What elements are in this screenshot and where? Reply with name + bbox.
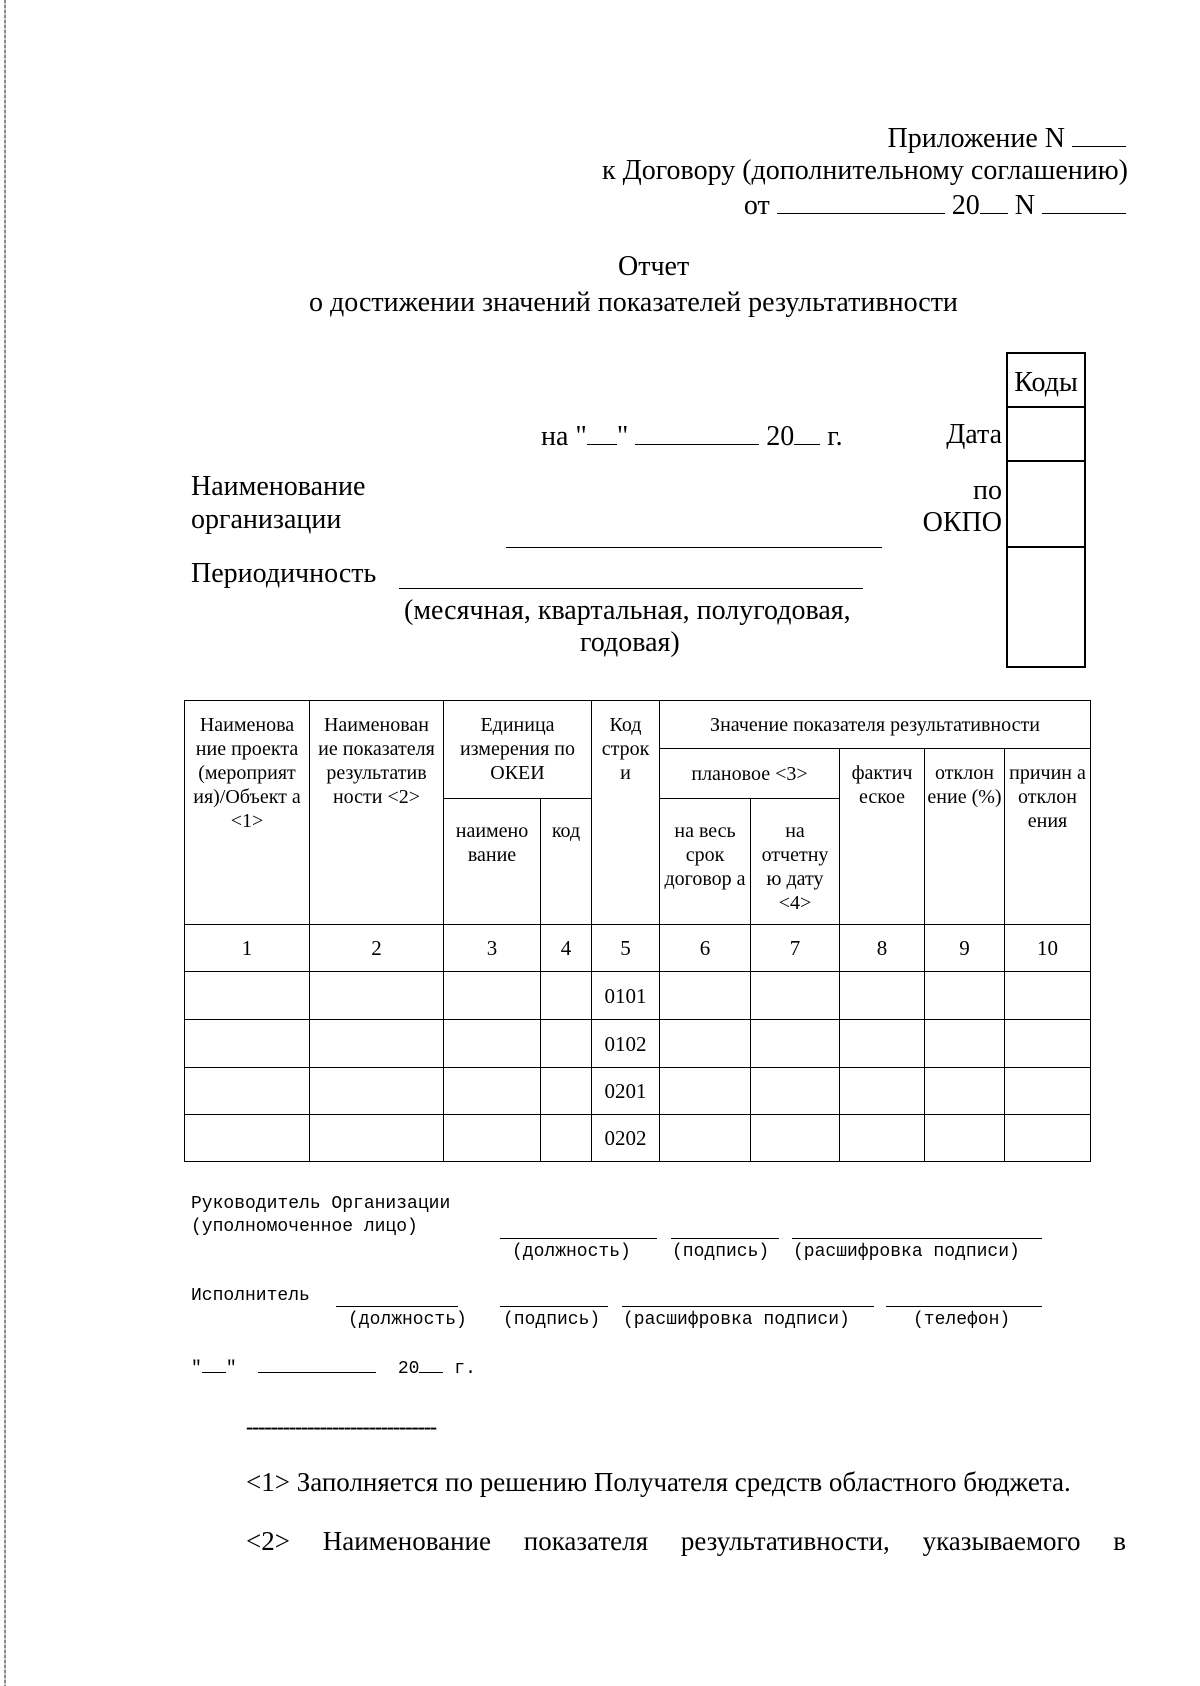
report-title: Отчет xyxy=(618,251,690,282)
cell-deviation[interactable] xyxy=(925,1020,1005,1068)
footnote-2-word: указываемого xyxy=(922,1526,1081,1556)
cell-project[interactable] xyxy=(185,1068,310,1115)
sign-year-suffix: г. xyxy=(454,1359,476,1379)
org-name-label-1: Наименование xyxy=(191,471,366,502)
agreement-number-blank[interactable] xyxy=(1042,187,1126,214)
header-full-term: на весь срок договор а xyxy=(660,799,751,925)
table-row xyxy=(185,1020,1091,1068)
column-number: 3 xyxy=(444,925,541,972)
agreement-date-blank[interactable] xyxy=(777,187,945,214)
table-row xyxy=(185,1068,1091,1115)
sign-day-blank[interactable] xyxy=(202,1354,226,1373)
cell-report-date[interactable] xyxy=(751,1115,840,1162)
head-decoding-caption: (расшифровка подписи) xyxy=(793,1242,1020,1262)
cell-row-code: 0202 xyxy=(592,1115,660,1162)
cell-actual[interactable] xyxy=(840,1020,925,1068)
cell-unit-name[interactable] xyxy=(444,1068,541,1115)
cell-project[interactable] xyxy=(185,1020,310,1068)
appendix-label: Приложение N xyxy=(887,123,1065,154)
cell-report-date[interactable] xyxy=(751,972,840,1020)
column-number: 9 xyxy=(925,925,1005,972)
column-number: 6 xyxy=(660,925,751,972)
periodicity-hint-2: годовая) xyxy=(580,627,680,658)
appendix-number-blank[interactable] xyxy=(1072,120,1126,147)
okpo-label-line2: ОКПО xyxy=(922,507,1002,538)
footnote-2-word: показателя xyxy=(523,1526,649,1556)
cell-indicator[interactable] xyxy=(310,1115,444,1162)
cell-full-term[interactable] xyxy=(660,1020,751,1068)
cell-indicator[interactable] xyxy=(310,1020,444,1068)
from-label: от xyxy=(743,190,770,221)
cell-deviation[interactable] xyxy=(925,972,1005,1020)
executor-position-caption: (должность) xyxy=(348,1310,467,1330)
agreement-line xyxy=(602,154,1128,187)
report-subtitle: о достижении значений показателей результативности xyxy=(309,287,958,318)
periodicity-code-cell[interactable] xyxy=(1008,548,1084,666)
cell-project[interactable] xyxy=(185,972,310,1020)
header-unit-code: код xyxy=(541,799,592,925)
org-name-label-2: организации xyxy=(191,504,342,535)
table-header-row-1 xyxy=(185,701,1091,749)
periodicity-label: Периодичность xyxy=(191,558,377,589)
column-number: 8 xyxy=(840,925,925,972)
report-year-prefix: 20 xyxy=(766,421,795,452)
footnote-separator: ------------------------------- xyxy=(246,1414,436,1439)
sign-date-quote-open: " xyxy=(191,1359,202,1379)
cell-row-code: 0201 xyxy=(592,1068,660,1115)
head-label-1: Руководитель Организации xyxy=(191,1194,451,1214)
cell-report-date[interactable] xyxy=(751,1068,840,1115)
column-number: 1 xyxy=(185,925,310,972)
footnote-2-word: в xyxy=(1113,1526,1126,1556)
table-row xyxy=(185,1115,1091,1162)
year-blank[interactable] xyxy=(980,187,1008,214)
cell-full-term[interactable] xyxy=(660,972,751,1020)
header-row-code: Код строк и xyxy=(592,701,660,925)
cell-report-date[interactable] xyxy=(751,1020,840,1068)
column-number: 7 xyxy=(751,925,840,972)
header-indicator: Наименован ие показателя результатив ности <2> xyxy=(310,701,444,925)
header-planned: плановое <3> xyxy=(660,749,840,799)
executor-label: Исполнитель xyxy=(191,1286,310,1306)
cell-reason[interactable] xyxy=(1005,972,1091,1020)
cell-unit-code[interactable] xyxy=(541,972,592,1020)
sign-date-line xyxy=(191,1354,476,1380)
okpo-label-line1: по xyxy=(973,475,1002,506)
cell-full-term[interactable] xyxy=(660,1068,751,1115)
column-number: 2 xyxy=(310,925,444,972)
date-code-cell[interactable] xyxy=(1008,408,1084,462)
footnote-2-marker: <2> xyxy=(246,1526,290,1556)
header-unit: Единица измерения по ОКЕИ xyxy=(444,701,592,799)
table-row xyxy=(185,972,1091,1020)
cell-deviation[interactable] xyxy=(925,1068,1005,1115)
date-quote-open: на " xyxy=(541,421,587,452)
header-report-date: на отчетну ю дату <4> xyxy=(751,799,840,925)
report-day-blank[interactable] xyxy=(587,418,617,445)
head-position-caption: (должность) xyxy=(512,1242,631,1262)
head-label-2: (уполномоченное лицо) xyxy=(191,1217,418,1237)
executor-decoding-caption: (расшифровка подписи) xyxy=(623,1310,850,1330)
sign-month-blank[interactable] xyxy=(258,1354,376,1373)
executor-position-line[interactable] xyxy=(336,1306,458,1307)
footnote-2-word: Наименование xyxy=(322,1526,491,1556)
header-value: Значение показателя результативности xyxy=(660,701,1091,749)
cell-reason[interactable] xyxy=(1005,1115,1091,1162)
scan-page-edge xyxy=(4,0,6,1686)
cell-reason[interactable] xyxy=(1005,1068,1091,1115)
cell-unit-name[interactable] xyxy=(444,972,541,1020)
indicators-table xyxy=(184,700,1091,1162)
agreement-date-line xyxy=(744,187,1126,222)
footnote-2 xyxy=(246,1525,1126,1557)
cell-actual[interactable] xyxy=(840,972,925,1020)
periodicity-input-line[interactable] xyxy=(399,588,863,589)
cell-full-term[interactable] xyxy=(660,1115,751,1162)
cell-indicator[interactable] xyxy=(310,1068,444,1115)
report-year-blank[interactable] xyxy=(794,418,820,445)
column-number: 5 xyxy=(592,925,660,972)
head-signature-caption: (подпись) xyxy=(672,1242,770,1262)
cell-unit-code[interactable] xyxy=(541,1115,592,1162)
cell-deviation[interactable] xyxy=(925,1115,1005,1162)
codes-header: Коды xyxy=(1008,354,1084,408)
codes-box xyxy=(1006,352,1086,668)
cell-row-code: 0101 xyxy=(592,972,660,1020)
header-deviation: отклон ение (%) xyxy=(925,749,1005,925)
executor-decoding-line[interactable] xyxy=(622,1306,874,1307)
executor-phone-caption: (телефон) xyxy=(913,1310,1011,1330)
report-date-line xyxy=(541,418,843,453)
column-numbers-row xyxy=(185,925,1091,972)
periodicity-hint-1: (месячная, квартальная, полугодовая, xyxy=(404,595,851,626)
head-position-line[interactable] xyxy=(500,1238,657,1239)
executor-signature-line[interactable] xyxy=(500,1306,608,1307)
head-signature-line[interactable] xyxy=(671,1238,779,1239)
sign-year-prefix: 20 xyxy=(397,1359,420,1379)
agreement-label: к Договору (дополнительному соглашению) xyxy=(602,155,1128,186)
column-number: 4 xyxy=(541,925,592,972)
date-label: Дата xyxy=(946,419,1002,450)
head-decoding-line[interactable] xyxy=(792,1238,1042,1239)
okpo-code-cell[interactable] xyxy=(1008,462,1084,548)
cell-reason[interactable] xyxy=(1005,1020,1091,1068)
appendix-line xyxy=(887,120,1126,155)
header-actual: фактич еское xyxy=(840,749,925,925)
report-month-blank[interactable] xyxy=(635,418,759,445)
footnote-1: <1> Заполняется по решению Получателя средств областного бюджета. xyxy=(246,1467,1071,1497)
sign-year-blank[interactable] xyxy=(419,1354,443,1373)
executor-signature-caption: (подпись) xyxy=(503,1310,601,1330)
report-year-suffix: г. xyxy=(827,421,843,452)
cell-unit-code[interactable] xyxy=(541,1068,592,1115)
header-project: Наименова ние проекта (мероприят ия)/Объект а <1> xyxy=(185,701,310,925)
cell-unit-code[interactable] xyxy=(541,1020,592,1068)
footnote-2-word: результативности, xyxy=(680,1526,890,1556)
cell-row-code: 0102 xyxy=(592,1020,660,1068)
header-reason: причин а отклон ения xyxy=(1005,749,1091,925)
column-number: 10 xyxy=(1005,925,1091,972)
cell-indicator[interactable] xyxy=(310,972,444,1020)
cell-unit-name[interactable] xyxy=(444,1020,541,1068)
date-quote-close: " xyxy=(616,421,629,452)
cell-actual[interactable] xyxy=(840,1115,925,1162)
header-unit-name: наимено вание xyxy=(444,799,541,925)
number-label: N xyxy=(1014,190,1035,221)
executor-phone-line[interactable] xyxy=(886,1306,1042,1307)
cell-unit-name[interactable] xyxy=(444,1115,541,1162)
sign-date-quote-close: " xyxy=(225,1359,237,1379)
year-prefix: 20 xyxy=(951,190,980,221)
org-name-input-line[interactable] xyxy=(506,547,882,548)
cell-actual[interactable] xyxy=(840,1068,925,1115)
cell-project[interactable] xyxy=(185,1115,310,1162)
